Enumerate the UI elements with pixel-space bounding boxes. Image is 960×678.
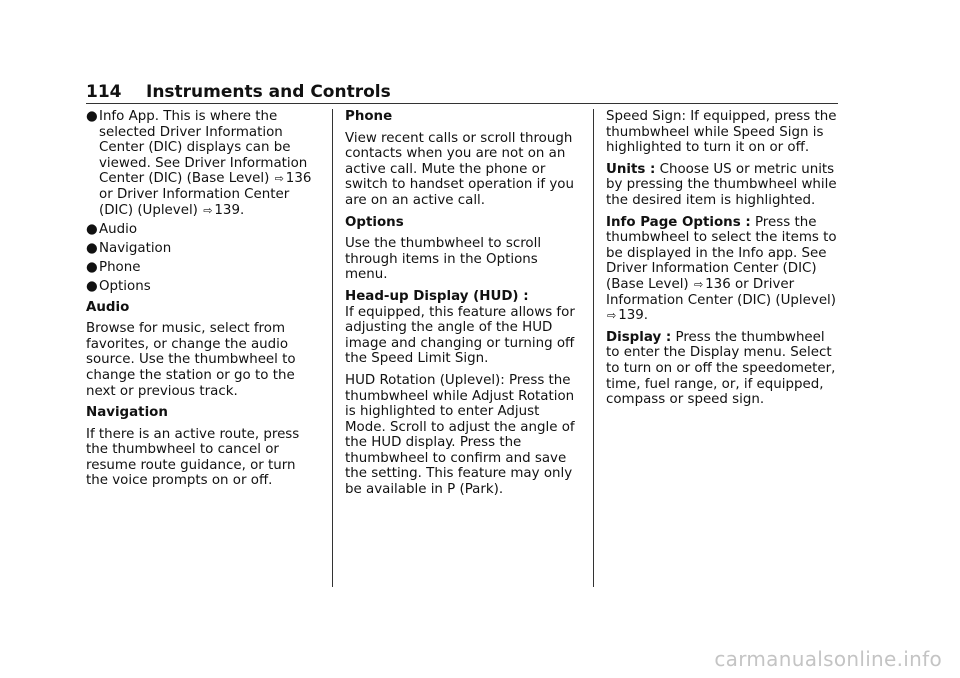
- column-divider-2: [593, 109, 594, 587]
- info-page-options-lead: Info Page Options :: [606, 214, 751, 230]
- units-paragraph: Units : Choose US or metric units by pressing the thumbwheel while the desired item is highlighted.: [606, 161, 837, 208]
- page-ref-link[interactable]: 136: [285, 171, 312, 187]
- bullet-item-phone: ● Phone: [86, 259, 141, 275]
- page-ref-link[interactable]: 139: [214, 202, 240, 218]
- navigation-heading: Navigation: [86, 405, 168, 421]
- hud-rotation-paragraph: HUD Rotation (Uplevel): Press the thumbwheel while Adjust Rotation is highlighted to enter Adjust Mode. Scroll to adjust the angle of the HUD display. Press the thumbwheel to confirm and save the setting. This feature may only be available in P (Park).: [345, 372, 575, 498]
- display-lead: Display :: [606, 329, 672, 345]
- page-number: 114: [86, 82, 122, 102]
- audio-paragraph: Browse for music, select from favorites, or change the audio source. Use the thumbwheel to change the station or go to the next or previous track.: [86, 321, 296, 399]
- bullet-item-options: ● Options: [86, 278, 151, 294]
- page-ref-arrow-icon: ⇨: [274, 172, 284, 186]
- bullet-icon: ●: [86, 278, 98, 294]
- hud-heading: Head-up Display (HUD) :: [345, 288, 529, 304]
- phone-paragraph: View recent calls or scroll through contacts when you are not on an active call. Mute the phone or switch to handset operation if you are on an active call.: [345, 130, 574, 208]
- column-2: [345, 109, 581, 504]
- page-ref-link[interactable]: 136: [705, 276, 731, 292]
- bullet-item-info-app: ● Info App. This is where the selected Driver Information Center (DIC) displays can be viewed. See Driver Information Center (DIC) (Base Level) ⇨ 136 or Driver Information Center (DIC) (Uplevel) ⇨ 139.: [86, 109, 312, 218]
- header-divider: [86, 103, 838, 104]
- audio-heading: Audio: [86, 299, 130, 315]
- options-heading: Options: [345, 214, 404, 230]
- speed-sign-paragraph: Speed Sign: If equipped, press the thumbwheel while Speed Sign is highlighted to turn it on or off.: [606, 109, 837, 156]
- bullet-icon: ●: [86, 240, 98, 256]
- display-paragraph: Display : Press the thumbwheel to enter the Display menu. Select to turn on or off the speedometer, time, fuel range, or, if equipped, compass or speed sign.: [606, 329, 836, 408]
- watermark: carmanualsonline.info: [714, 647, 942, 671]
- info-page-options-paragraph: Info Page Options : Press the thumbwheel to select the items to be displayed in the Info app. See Driver Information Center (DIC) (Base Level) ⇨ 136 or Driver Information Center (DIC) (Uplevel) ⇨ 139.: [606, 214, 837, 324]
- section-title: Instruments and Controls: [146, 82, 391, 102]
- bullet-icon: ●: [86, 221, 98, 237]
- options-paragraph: Use the thumbwheel to scroll through items in the Options menu.: [345, 236, 542, 283]
- page-ref-link[interactable]: 139: [618, 308, 644, 324]
- column-1: [86, 109, 314, 495]
- page-ref-arrow-icon: ⇨: [607, 309, 617, 323]
- units-lead: Units :: [606, 161, 656, 177]
- bullet-icon: ●: [86, 109, 98, 124]
- column-divider-1: [332, 109, 333, 587]
- phone-heading: Phone: [345, 109, 393, 124]
- page-ref-arrow-icon: ⇨: [693, 277, 704, 291]
- page-header: [86, 82, 838, 104]
- bullet-icon: ●: [86, 259, 98, 275]
- navigation-paragraph: If there is an active route, press the thumbwheel to cancel or resume route guidance, or turn the voice prompts on or off.: [86, 426, 300, 489]
- hud-paragraph: If equipped, this feature allows for adjusting the angle of the HUD image and changing or turning off the Speed Limit Sign.: [345, 304, 575, 367]
- bullet-item-audio: ● Audio: [86, 221, 138, 237]
- page-ref-arrow-icon: ⇨: [203, 203, 213, 217]
- bullet-item-navigation: ● Navigation: [86, 240, 172, 256]
- column-3: [606, 109, 840, 414]
